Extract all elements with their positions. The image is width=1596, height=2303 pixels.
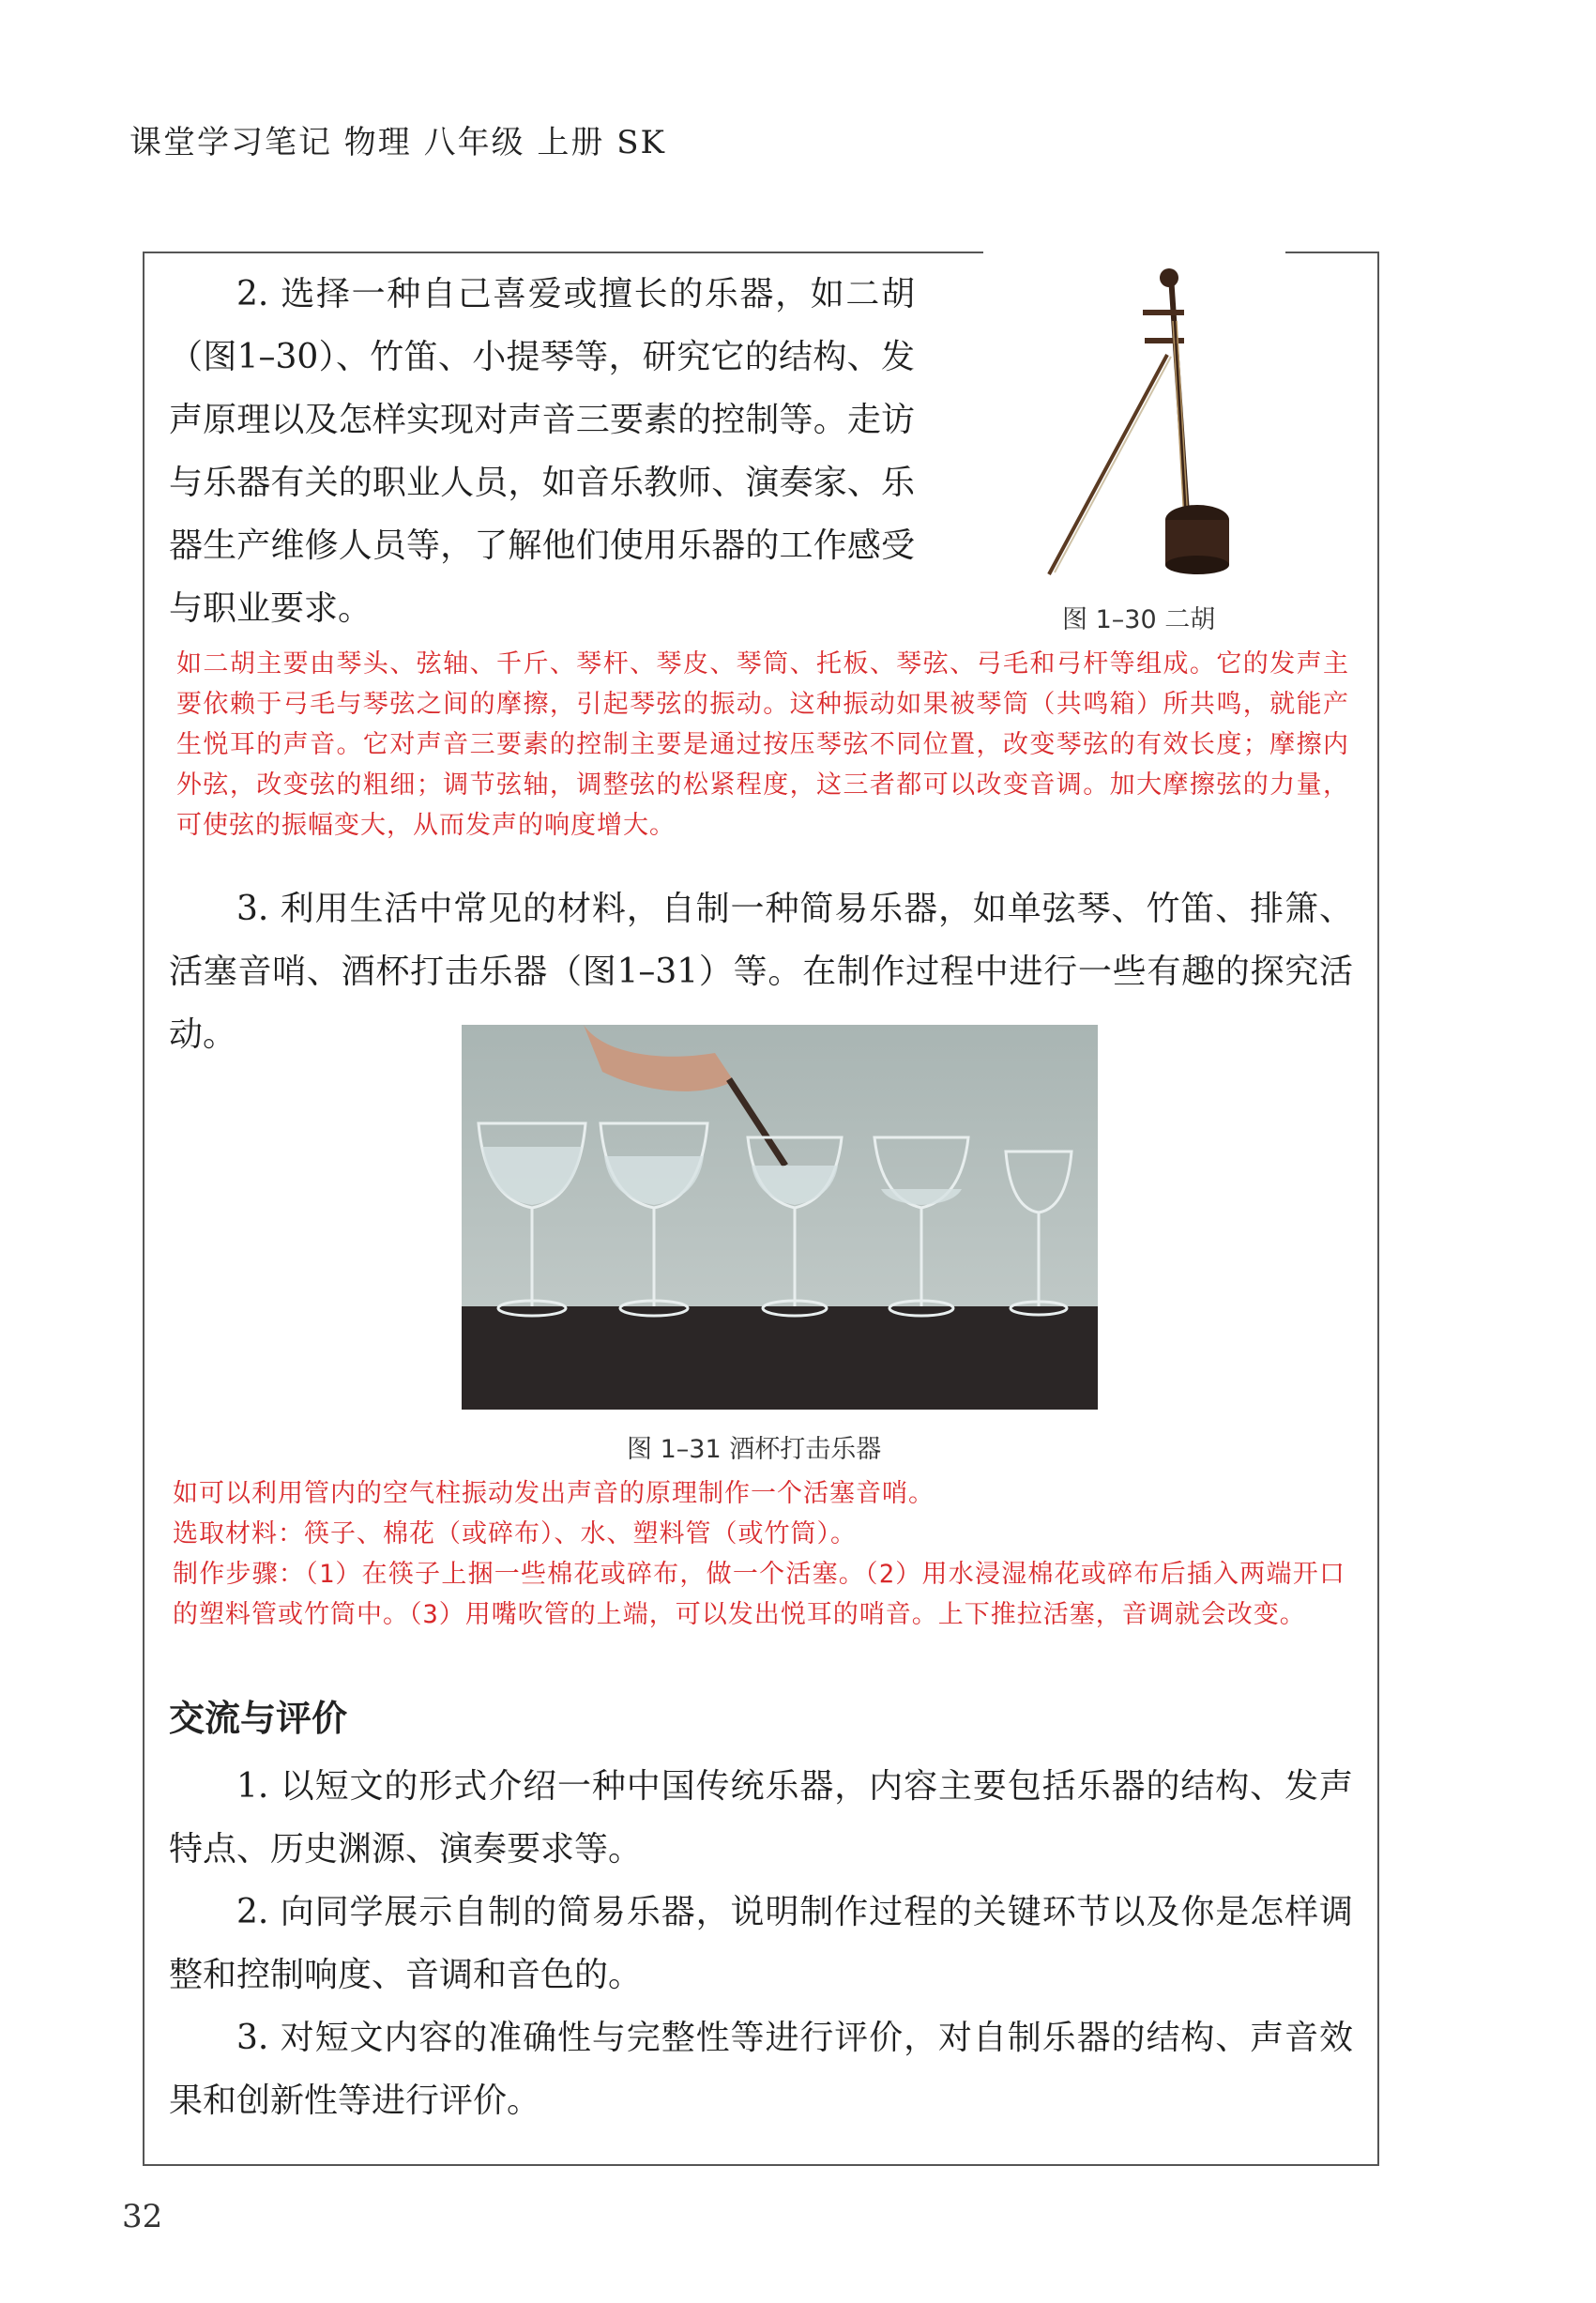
figure-1-30-caption: 图 1–30 二胡 xyxy=(1062,605,1216,634)
evaluation-item-1: 1. 以短文的形式介绍一种中国传统乐器，内容主要包括乐器的结构、发声特点、历史渊源、演奏要求等。 xyxy=(169,1767,1353,1868)
page-header: 课堂学习笔记 物理 八年级 上册 SK xyxy=(129,124,666,161)
erhu-bow xyxy=(1049,355,1167,574)
figure-1-31-caption: 图 1–31 酒杯打击乐器 xyxy=(627,1435,882,1464)
handwritten-note-steps: 制作步骤：（1）在筷子上捆一些棉花或碎布，做一个活塞。（2）用水浸湿棉花或碎布后插入两端开口的塑料管或竹筒中。（3）用嘴吹管的上端，可以发出悦耳的哨音。上下推拉活塞，音调就会改变。 xyxy=(173,1560,1345,1629)
table-surface xyxy=(462,1306,1098,1410)
page-number: 32 xyxy=(122,2198,163,2235)
handwritten-note-erhu: 如二胡主要由琴头、弦轴、千斤、琴杆、琴皮、琴筒、托板、琴弦、弓毛和弓杆等组成。它的发声主要依赖于弓毛与琴弦之间的摩擦，引起琴弦的振动。这种振动如果被琴筒（共鸣箱）所共鸣，就能产生悦耳的声音。它对声音三要素的控制主要是通过按压琴弦不同位置，改变琴弦的有效长度；摩擦内外弦，改变弦的粗细；调节弦轴，调整弦的松紧程度，这三者都可以改变音调。加大摩擦弦的力量，可使弦的振幅变大，从而发声的响度增大。 xyxy=(176,649,1349,840)
evaluation-item-2: 2. 向同学展示自制的简易乐器，说明制作过程的关键环节以及你是怎样调整和控制响度、音调和音色的。 xyxy=(169,1893,1353,1994)
handwritten-note-materials-intro: 如可以利用管内的空气柱振动发出声音的原理制作一个活塞音哨。 xyxy=(173,1479,935,1508)
erhu-peg-1 xyxy=(1143,310,1184,315)
wine-glass-photo xyxy=(462,1025,1098,1410)
activity-3-text: 3. 利用生活中常见的材料，自制一种简易乐器，如单弦琴、竹笛、排箫、活塞音哨、酒杯打击乐器（图1–31）等。在制作过程中进行一些有趣的探究活动。 xyxy=(169,890,1353,1054)
erhu-image xyxy=(1032,265,1267,584)
erhu-illustration xyxy=(1032,265,1267,584)
wine-glass-illustration xyxy=(462,1025,1098,1410)
evaluation-item-3: 3. 对短文内容的准确性与完整性等进行评价，对自制乐器的结构、声音效果和创新性等进行评价。 xyxy=(169,2019,1353,2120)
evaluation-title: 交流与评价 xyxy=(169,1698,348,1739)
activity-2-text: 2. 选择一种自己喜爱或擅长的乐器，如二胡（图1–30）、竹笛、小提琴等，研究它的结构、发声原理以及怎样实现对声音三要素的控制等。走访与乐器有关的职业人员，如音乐教师、演奏家、乐器生产维修人员等，了解他们使用乐器的工作感受与职业要求。 xyxy=(169,275,915,628)
erhu-head xyxy=(1160,268,1178,287)
handwritten-note-materials: 选取材料：筷子、棉花（或碎布）、水、塑料管（或竹筒）。 xyxy=(173,1519,857,1548)
